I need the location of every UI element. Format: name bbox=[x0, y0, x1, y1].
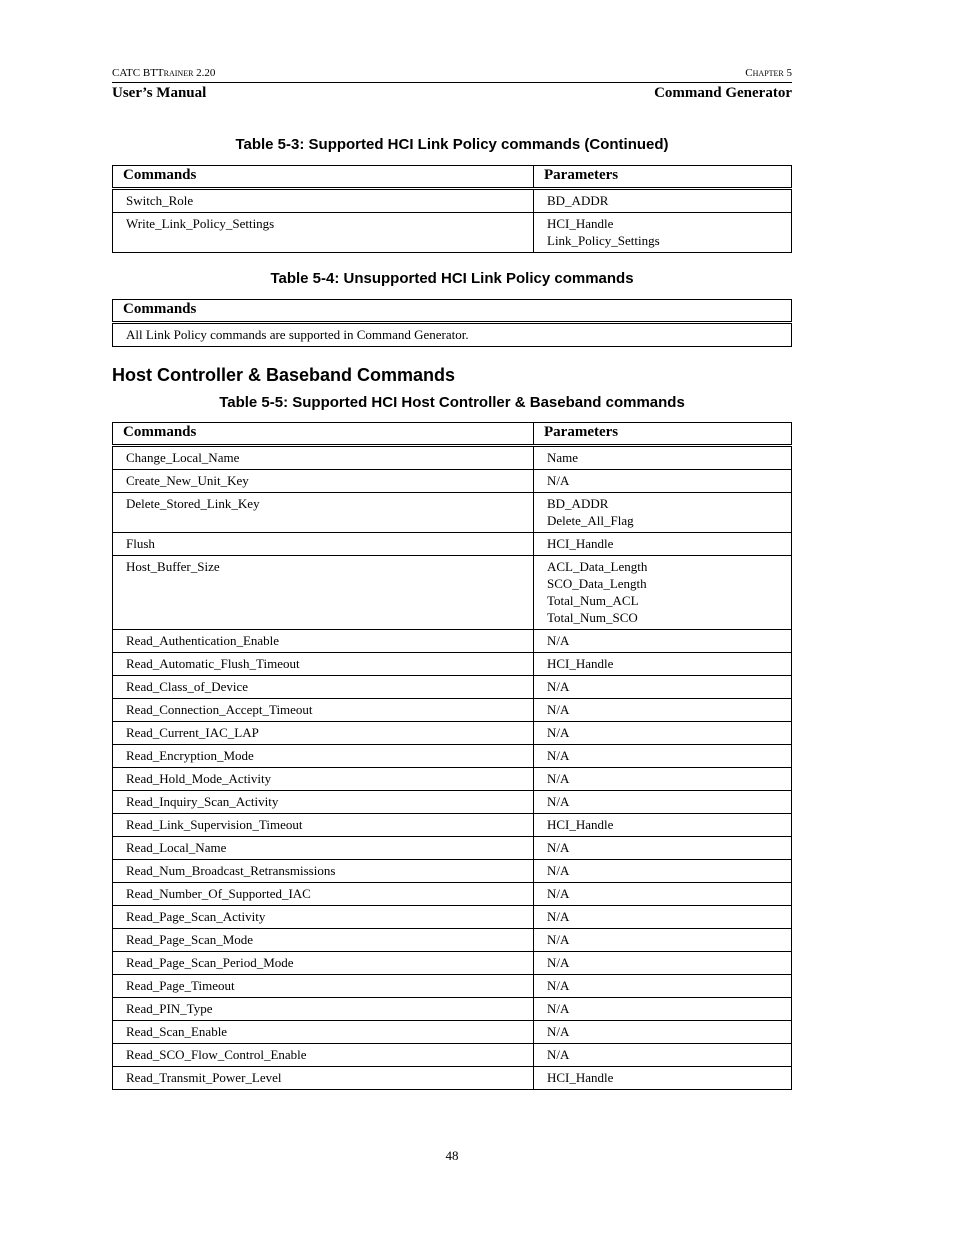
command-cell: Read_Page_Timeout bbox=[113, 975, 534, 998]
table-row bbox=[113, 653, 792, 676]
table-row bbox=[113, 446, 792, 470]
parameter-value: Link_Policy_Settings bbox=[547, 233, 660, 248]
parameters-cell bbox=[534, 998, 792, 1021]
column-header-commands: Commands bbox=[113, 423, 534, 446]
parameter-value: N/A bbox=[547, 932, 570, 947]
table-row bbox=[113, 975, 792, 998]
parameter-value: N/A bbox=[547, 702, 570, 717]
parameter-value: N/A bbox=[547, 863, 570, 878]
command-cell: Read_Class_of_Device bbox=[113, 676, 534, 699]
parameters-cell bbox=[534, 952, 792, 975]
running-header-top bbox=[112, 67, 792, 79]
command-cell: Read_Hold_Mode_Activity bbox=[113, 768, 534, 791]
command-cell: Read_Transmit_Power_Level bbox=[113, 1067, 534, 1090]
table-row bbox=[113, 906, 792, 929]
table-row bbox=[113, 493, 792, 533]
command-cell: Read_Number_Of_Supported_IAC bbox=[113, 883, 534, 906]
parameters-cell bbox=[534, 189, 792, 213]
table-row bbox=[113, 1044, 792, 1067]
table-row bbox=[113, 998, 792, 1021]
parameter-value: Total_Num_SCO bbox=[547, 610, 638, 625]
parameters-cell bbox=[534, 860, 792, 883]
parameters-cell bbox=[534, 791, 792, 814]
parameter-value: N/A bbox=[547, 679, 570, 694]
command-cell: Read_Scan_Enable bbox=[113, 1021, 534, 1044]
parameters-cell bbox=[534, 814, 792, 837]
command-cell: Read_Num_Broadcast_Retransmissions bbox=[113, 860, 534, 883]
table-row bbox=[113, 814, 792, 837]
table-row bbox=[113, 929, 792, 952]
table-row bbox=[113, 213, 792, 253]
parameter-value: N/A bbox=[547, 748, 570, 763]
table-cell-note: All Link Policy commands are supported in Command Generator. bbox=[113, 323, 792, 347]
parameters-cell bbox=[534, 837, 792, 860]
parameters-cell bbox=[534, 975, 792, 998]
table-row bbox=[113, 189, 792, 213]
parameter-value: Total_Num_ACL bbox=[547, 593, 639, 608]
command-cell: Read_Page_Scan_Mode bbox=[113, 929, 534, 952]
command-cell: Flush bbox=[113, 533, 534, 556]
table-row bbox=[113, 1067, 792, 1090]
table-header-row bbox=[113, 300, 792, 323]
table-header-row bbox=[113, 166, 792, 189]
parameter-value: Name bbox=[547, 450, 579, 465]
parameter-value: HCI_Handle bbox=[547, 1070, 614, 1085]
command-cell: Read_Automatic_Flush_Timeout bbox=[113, 653, 534, 676]
parameter-value: BD_ADDR bbox=[547, 496, 609, 511]
parameters-cell bbox=[534, 493, 792, 533]
parameter-value: HCI_Handle bbox=[547, 817, 614, 832]
parameter-value: N/A bbox=[547, 794, 570, 809]
table-row bbox=[113, 791, 792, 814]
product-title: CATC BTTrainer 2.20 bbox=[112, 67, 216, 79]
table-row bbox=[113, 676, 792, 699]
column-header-parameters: Parameters bbox=[534, 166, 792, 189]
parameter-value: HCI_Handle bbox=[547, 216, 614, 231]
parameter-value: N/A bbox=[547, 633, 570, 648]
command-cell: Read_Connection_Accept_Timeout bbox=[113, 699, 534, 722]
column-header-commands: Commands bbox=[113, 300, 792, 323]
parameter-value: Delete_All_Flag bbox=[547, 513, 634, 528]
command-cell: Read_Inquiry_Scan_Activity bbox=[113, 791, 534, 814]
parameter-value: N/A bbox=[547, 1001, 570, 1016]
parameters-cell bbox=[534, 470, 792, 493]
table-5-5 bbox=[112, 422, 792, 1090]
running-header-bottom bbox=[112, 85, 792, 102]
parameter-value: N/A bbox=[547, 886, 570, 901]
parameters-cell bbox=[534, 722, 792, 745]
command-cell: Read_Link_Supervision_Timeout bbox=[113, 814, 534, 837]
parameter-value: N/A bbox=[547, 955, 570, 970]
parameters-cell bbox=[534, 653, 792, 676]
header-divider bbox=[112, 82, 792, 83]
command-cell: Read_PIN_Type bbox=[113, 998, 534, 1021]
table-row bbox=[113, 1021, 792, 1044]
parameters-cell bbox=[534, 929, 792, 952]
command-cell: Read_Page_Scan_Activity bbox=[113, 906, 534, 929]
parameter-value: N/A bbox=[547, 1047, 570, 1062]
table-row bbox=[113, 768, 792, 791]
parameters-cell bbox=[534, 676, 792, 699]
parameters-cell bbox=[534, 446, 792, 470]
parameters-cell bbox=[534, 906, 792, 929]
table-row bbox=[113, 470, 792, 493]
parameters-cell bbox=[534, 745, 792, 768]
parameters-cell bbox=[534, 630, 792, 653]
manual-title: User’s Manual bbox=[112, 85, 207, 101]
command-cell: Read_Encryption_Mode bbox=[113, 745, 534, 768]
parameters-cell bbox=[534, 768, 792, 791]
table-row bbox=[113, 860, 792, 883]
parameter-value: N/A bbox=[547, 771, 570, 786]
command-cell: Read_Page_Scan_Period_Mode bbox=[113, 952, 534, 975]
page-number: 48 bbox=[445, 1148, 459, 1163]
table-header-row bbox=[113, 423, 792, 446]
parameter-value: N/A bbox=[547, 840, 570, 855]
parameter-value: N/A bbox=[547, 473, 570, 488]
parameter-value: N/A bbox=[547, 978, 570, 993]
parameters-cell bbox=[534, 883, 792, 906]
command-cell: Read_Current_IAC_LAP bbox=[113, 722, 534, 745]
section-heading: Host Controller & Baseband Commands bbox=[112, 365, 456, 385]
command-cell: Change_Local_Name bbox=[113, 446, 534, 470]
parameter-value: SCO_Data_Length bbox=[547, 576, 647, 591]
command-cell: Create_New_Unit_Key bbox=[113, 470, 534, 493]
table-row bbox=[113, 745, 792, 768]
table-5-5-caption: Table 5-5: Supported HCI Host Controller & Baseband commands bbox=[219, 394, 685, 411]
parameter-value: N/A bbox=[547, 909, 570, 924]
table-row bbox=[113, 883, 792, 906]
parameter-value: HCI_Handle bbox=[547, 536, 614, 551]
table-row bbox=[113, 323, 792, 347]
parameter-value: HCI_Handle bbox=[547, 656, 614, 671]
table-row bbox=[113, 837, 792, 860]
table-5-4-caption: Table 5-4: Unsupported HCI Link Policy commands bbox=[270, 270, 634, 287]
table-row bbox=[113, 952, 792, 975]
parameter-value: N/A bbox=[547, 1024, 570, 1039]
command-cell: Host_Buffer_Size bbox=[113, 556, 534, 630]
command-cell: Read_Local_Name bbox=[113, 837, 534, 860]
parameters-cell bbox=[534, 1021, 792, 1044]
column-header-parameters: Parameters bbox=[534, 423, 792, 446]
parameters-cell bbox=[534, 213, 792, 253]
command-cell: Read_Authentication_Enable bbox=[113, 630, 534, 653]
command-cell: Read_SCO_Flow_Control_Enable bbox=[113, 1044, 534, 1067]
table-row bbox=[113, 722, 792, 745]
parameters-cell bbox=[534, 556, 792, 630]
parameter-value: ACL_Data_Length bbox=[547, 559, 648, 574]
parameter-value: N/A bbox=[547, 725, 570, 740]
table-5-4 bbox=[112, 299, 792, 347]
parameters-cell bbox=[534, 1044, 792, 1067]
parameters-cell bbox=[534, 699, 792, 722]
table-5-3 bbox=[112, 165, 792, 253]
table-row bbox=[113, 533, 792, 556]
parameters-cell bbox=[534, 1067, 792, 1090]
table-row bbox=[113, 556, 792, 630]
table-row bbox=[113, 699, 792, 722]
table-5-3-caption: Table 5-3: Supported HCI Link Policy commands (Continued) bbox=[235, 136, 669, 153]
parameters-cell bbox=[534, 533, 792, 556]
chapter-label: Chapter 5 bbox=[745, 67, 792, 79]
command-cell: Delete_Stored_Link_Key bbox=[113, 493, 534, 533]
column-header-commands: Commands bbox=[113, 166, 534, 189]
table-row bbox=[113, 630, 792, 653]
command-cell: Switch_Role bbox=[113, 189, 534, 213]
command-cell: Write_Link_Policy_Settings bbox=[113, 213, 534, 253]
chapter-title: Command Generator bbox=[654, 85, 792, 101]
parameter-value: BD_ADDR bbox=[547, 193, 609, 208]
